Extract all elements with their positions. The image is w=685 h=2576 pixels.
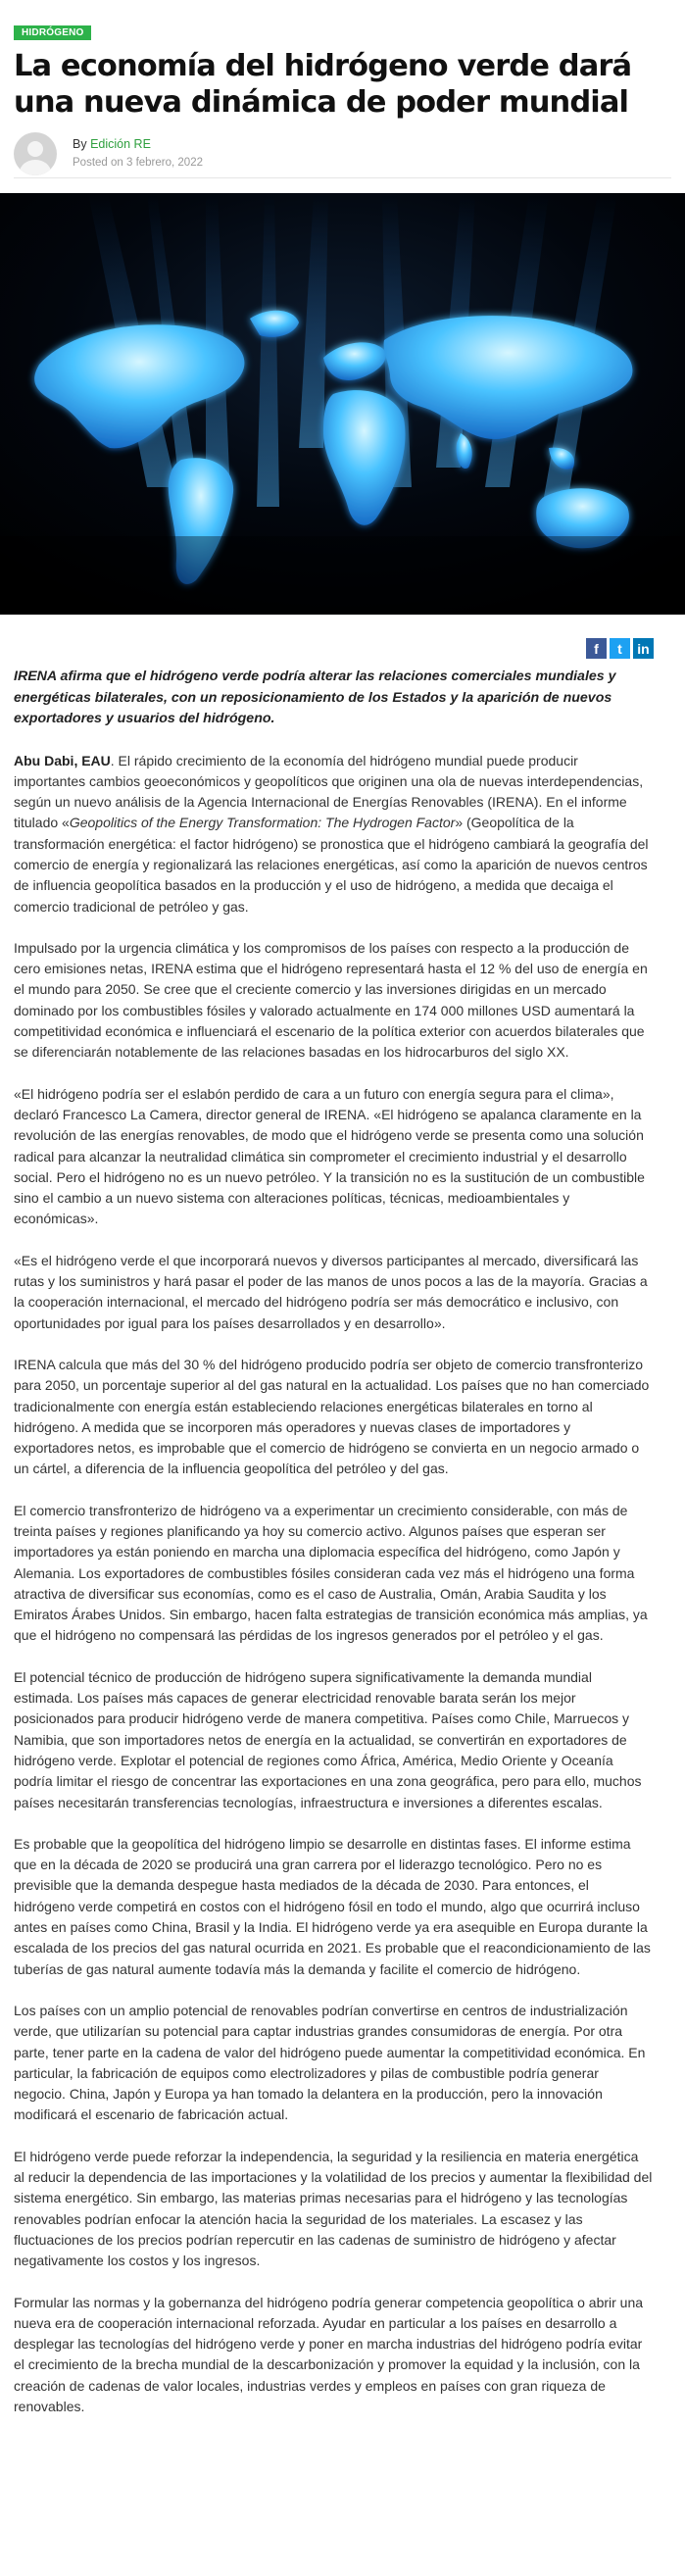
article-body: [14, 667, 653, 2438]
author-line: [73, 137, 151, 151]
dateline: Abu Dabi, EAU: [14, 752, 111, 768]
article-lead: IRENA afirma que el hidrógeno verde podría alterar las relaciones comerciales mundiales y energéticas bilaterales, con un reposicionamiento de los Estados y la aparición de nuevos exportadores y usuarios del hidrógeno.: [14, 669, 616, 726]
byline: [14, 132, 671, 178]
paragraph: «Es el hidrógeno verde el que incorporará nuevos y diversos participantes al mercado, diversificará las rutas y los suministros y hará pasar el poder de las manos de unos pocos a las de la mayoría. Gracias a la cooperación internacional, el mercado del hidrógeno podría ser más democrático e inclusivo, con oportunidades por igual para los países desarrollados y en desarrollo».: [14, 1252, 648, 1331]
paragraph: Impulsado por la urgencia climática y los compromisos de los países con respecto a la producción de cero emisiones netas, IRENA estima que el hidrógeno representará hasta el 12 % del uso de energía en el mundo para 2050. Se cree que el creciente comercio y las inversiones dirigidas en un mercado dominado por los combustibles fósiles y valorado actualmente en 174 000 millones USD aumentará la competitividad económica e influenciará el escenario de la política exterior con acuerdos bilaterales que se diferenciarán notablemente de las relaciones basadas en los hidrocarburos del siglo XX.: [14, 939, 648, 1061]
paragraph: IRENA calcula que más del 30 % del hidrógeno producido podría ser objeto de comercio transfronterizo para 2050, un porcentaje superior al del gas natural en la actualidad. Los países que no han comerciado tradicionalmente con energía están estableciendo relaciones energéticas bilaterales en torno al hidrógeno. A medida que se incorporen más operadores y nuevas clases de importadores y exportadores netos, es improbable que el comercio de hidrógeno se convierta en un negocio armado o un cártel, a diferencia de la influencia geopolítica del petróleo y del gas.: [14, 1356, 650, 1477]
posted-date: Posted on 3 febrero, 2022: [73, 157, 203, 169]
author-link[interactable]: Edición RE: [90, 137, 151, 151]
facebook-share-icon[interactable]: f: [586, 638, 607, 659]
paragraph: Abu Dabi, EAU. El rápido crecimiento de la economía del hidrógeno mundial puede producir importantes cambios geoeconómicos y geopolíticos que originen una ola de nuevas interdependencias, según un nuevo análisis de la Agencia Internacional de Energías Renovables (IRENA). En el informe titulado «Geopolitics of the Energy Transformation: The Hydrogen Factor» (Geopolítica de la transformación energética: el factor hidrógeno) se pronostica que el hidrógeno cambiará la geografía del comercio de energía y regionalizará las relaciones energéticas, así como la aparición de nuevos centros de influencia geopolítica basados en la producción y el uso de hidrógeno, a medida que decaiga el comercio tradicional de petróleo y gas.: [14, 752, 649, 915]
by-prefix: By: [73, 137, 87, 151]
paragraph: El comercio transfronterizo de hidrógeno va a experimentar un crecimiento considerable, con más de treinta países y regiones planificando ya hoy su comercio activo. Algunos países que esperan ser importadores ya están poniendo en marcha una diplomacia específica del hidrógeno, como Japón y Alemania. Los exportadores de combustibles fósiles consideran cada vez más el hidrógeno una forma atractiva de diversificar sus economías, como es el caso de Australia, Omán, Arabia Saudita y los Emiratos Árabes Unidos. Sin embargo, hacen falta estrategias de transición económica más amplias, ya que el hidrógeno no compensará las pérdidas de los ingresos generados por el petróleo y el gas.: [14, 1502, 648, 1644]
paragraph: El potencial técnico de producción de hidrógeno supera significativamente la demanda mundial estimada. Los países más capaces de generar electricidad renovable barata serán los mejor posicionados para producir hidrógeno verde de manera competitiva. Países como Chile, Marruecos y Namibia, que son importadores netos de energía en la actualidad, se convertirán en exportadores de hidrógeno verde. Explotar el potencial de regiones como África, América, Medio Oriente y Oceanía podría limitar el riesgo de concentrar las exportaciones en una zona geográfica, pero para ello, muchos países necesitarán transferencias tecnologías, infraestructura e inversiones a diferentes escalas.: [14, 1668, 642, 1810]
paragraph: Es probable que la geopolítica del hidrógeno limpio se desarrolle en distintas fases. El informe estima que en la década de 2020 se producirá una gran carrera por el liderazgo tecnológico. Pero no es previsible que la demanda despegue hasta mediados de la década de 2030. Para entonces, el hidrógeno verde competirá en costos con el hidrógeno fósil en todo el mundo, algo que ocurrirá incluso antes en países como China, Brasil y la India. El hidrógeno verde ya era asequible en Europa durante la escalada de los precios del gas natural ocurrida en 2021. Es probable que el reacondicionamiento de las tuberías de gas natural aumente todavía más la demanda y facilite el comercio de hidrógeno.: [14, 1835, 651, 1977]
hero-image-world-map: [0, 193, 685, 615]
paragraph: «El hidrógeno podría ser el eslabón perdido de cara a un futuro con energía segura para el clima», declaró Francesco La Camera, director general de IRENA. «El hidrógeno se apalanca claramente en la revolución de las energías renovables, de modo que el hidrógeno verde se presenta como una solución radical para alcanzar la neutralidad climática sin comprometer el crecimiento industrial y el desarrollo social. Pero el hidrógeno no es un nuevo petróleo. Y la transición no es la sustitución de un combustible sino el cambio a un nuevo sistema con alteraciones políticas, técnicas, medioambientales y económicas».: [14, 1085, 645, 1227]
author-avatar: [14, 132, 57, 175]
report-title: Geopolitics of the Energy Transformation: The Hydrogen Factor: [69, 815, 456, 831]
article-title: La economía del hidrógeno verde dará una nueva dinámica de poder mundial: [14, 49, 632, 120]
paragraph: El hidrógeno verde puede reforzar la independencia, la seguridad y la resiliencia en materia energética al reducir la dependencia de las importaciones y la volatilidad de los precios y aumentar la flexibilidad del sistema energético. Sin embargo, las materias primas necesarias para el hidrógeno y las tecnologías renovables podrían enfocar la atención hacia la seguridad de los materiales. La escasez y las fluctuaciones de los precios podrían repercutir en las cadenas de suministro de hidrógeno y afectar negativamente los costos y los ingresos.: [14, 2148, 653, 2269]
share-buttons: [586, 638, 654, 659]
category-badge[interactable]: HIDRÓGENO: [14, 25, 91, 40]
twitter-share-icon[interactable]: t: [610, 638, 630, 659]
paragraph: Formular las normas y la gobernanza del hidrógeno podría generar competencia geopolítica o abrir una nueva era de cooperación internacional reforzada. Ayudar en particular a los países en desarrollo a desplegar las tecnologías del hidrógeno verde y poner en marcha industrias del hidrógeno podría evitar el crecimiento de la brecha mundial de la descarbonización y promover la equidad y la inclusión, con la creación de cadenas de valor locales, industrias verdes y empleos en países con gran riqueza de renovables.: [14, 2294, 644, 2414]
paragraph: Los países con un amplio potencial de renovables podrían convertirse en centros de industrialización verde, que utilizarían su potencial para captar industrias grandes consumidoras de energía. Por otra parte, tener parte en la cadena de valor del hidrógeno puede aumentar la competitividad económica. En particular, la fabricación de equipos como electrolizadores y pilas de combustible podría generar negocio. China, Japón y Europa ya han tomado la delantera en la producción, pero la innovación modificará el escenario de fabricación actual.: [14, 2002, 646, 2123]
linkedin-share-icon[interactable]: in: [633, 638, 654, 659]
